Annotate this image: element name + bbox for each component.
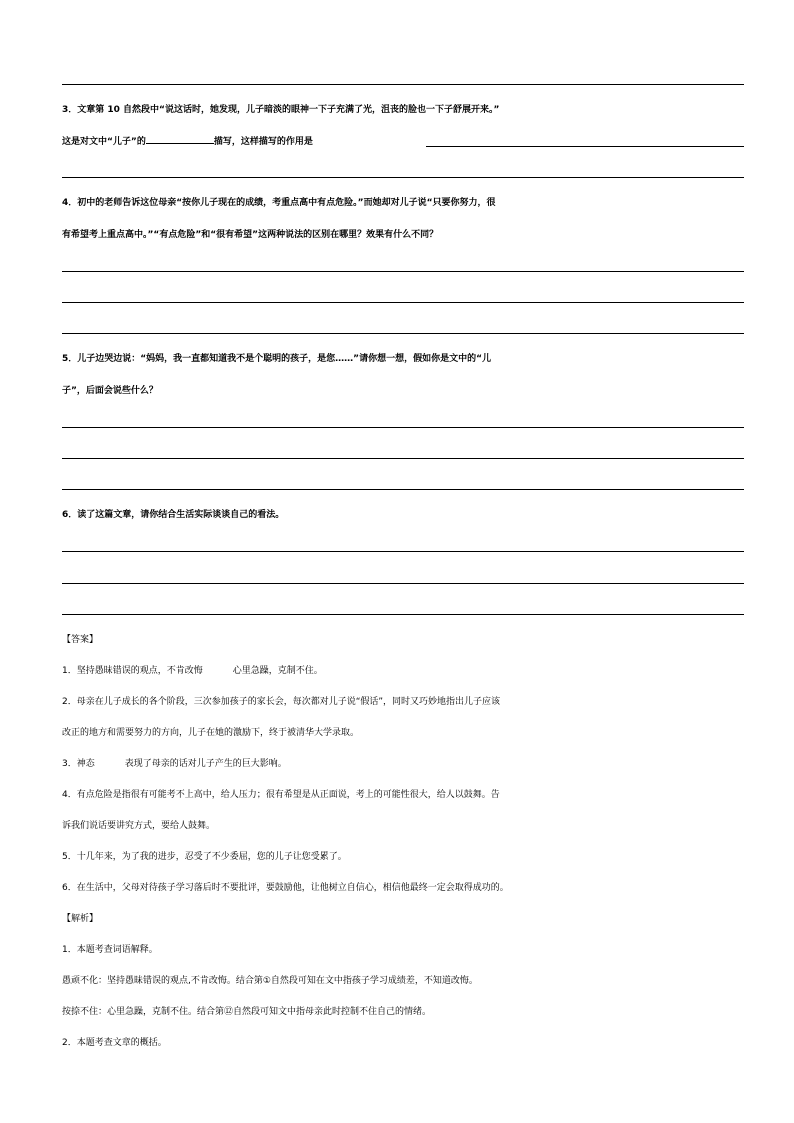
answer-line [62,489,744,490]
answer-heading: 【答案】 [62,635,99,645]
answer-1 [62,655,752,687]
analysis-line-1: 1．本题考查词语解释。 [62,945,158,955]
question-6-line-1: 6．读了这篇文章，请你结合生活实际谈谈自己的看法。 [62,510,285,520]
answer-6: 6．在生活中，父母对待孩子学习落后时不要批评，要鼓励他，让他树立自信心，相信他最终一定会取得成功的。 [62,883,509,893]
question-3-text-a: 这是对文中“儿子”的 [62,137,146,147]
answer-line [62,333,744,334]
answer-line [62,583,744,584]
question-5-line-2: 子”，后面会说些什么？ [62,386,158,396]
answer-line [426,146,744,147]
answer-2-line-2: 改正的地方和需要努力的方向，儿子在她的激励下，终于被清华大学录取。 [62,728,360,738]
analysis-line-4: 2．本题考查文章的概括。 [62,1038,167,1048]
answer-3-part-1: 3．神态 [62,759,95,769]
question-3-text-b: 描写，这样描写的作用是 [213,137,313,147]
question-4-line-1: 4．初中的老师告诉这位母亲“按你儿子现在的成绩，考重点高中有点危险。”而她却对儿子说“只要你努力，很 [62,198,496,208]
answer-line [62,551,744,552]
answer-4-line-1: 4．有点危险是指很有可能考不上高中，给人压力；很有希望是从正面说，考上的可能性很大，给人以鼓舞。告 [62,790,500,800]
fill-blank[interactable] [146,129,214,144]
question-3-line-1: 3．文章第 10 自然段中“说这话时，她发现，儿子暗淡的眼神一下子充满了光，沮丧的脸也一下子舒展开来。” [62,105,500,115]
question-5-line-1: 5．儿子边哭边说：“妈妈，我一直都知道我不是个聪明的孩子，是您……”请你想一想，假如你是文中的“儿 [62,354,492,364]
answer-line [62,84,744,85]
answer-line [62,427,744,428]
answer-2-line-1: 2．母亲在儿子成长的各个阶段，三次参加孩子的家长会，每次都对儿子说“假话”，同时又巧妙地指出儿子应该 [62,697,501,707]
answer-4-line-2: 诉我们说话要讲究方式，要给人鼓舞。 [62,821,216,831]
answer-3 [62,748,752,780]
answer-line [62,458,744,459]
answer-3-part-2: 表现了母亲的话对儿子产生的巨大影响。 [124,759,287,769]
answer-5: 5．十几年来，为了我的进步，忍受了不少委屈，您的儿子让您受累了。 [62,852,347,862]
analysis-line-2: 愚顽不化：坚持愚昧错误的观点,不肯改悔。结合第①自然段可知在文中指孩子学习成绩差，不知道改悔。 [62,976,478,986]
answer-line [62,302,744,303]
analysis-line-3: 按捺不住：心里急躁，克制不住。结合第⑫自然段可知文中指母亲此时控制不住自己的情绪。 [62,1007,432,1017]
answer-line [62,177,744,178]
answer-line [62,271,744,272]
answer-1-part-1: 1．坚持愚昧错误的观点，不肯改悔 [62,666,203,676]
answer-1-part-2: 心里急躁，克制不住。 [232,666,323,676]
question-3-line-2 [62,126,752,158]
answer-line [62,614,744,615]
analysis-heading: 【解析】 [62,914,99,924]
question-4-line-2: 有希望考上重点高中。”“有点危险”和“很有希望”这两种说法的区别在哪里？效果有什么不同？ [62,230,439,240]
